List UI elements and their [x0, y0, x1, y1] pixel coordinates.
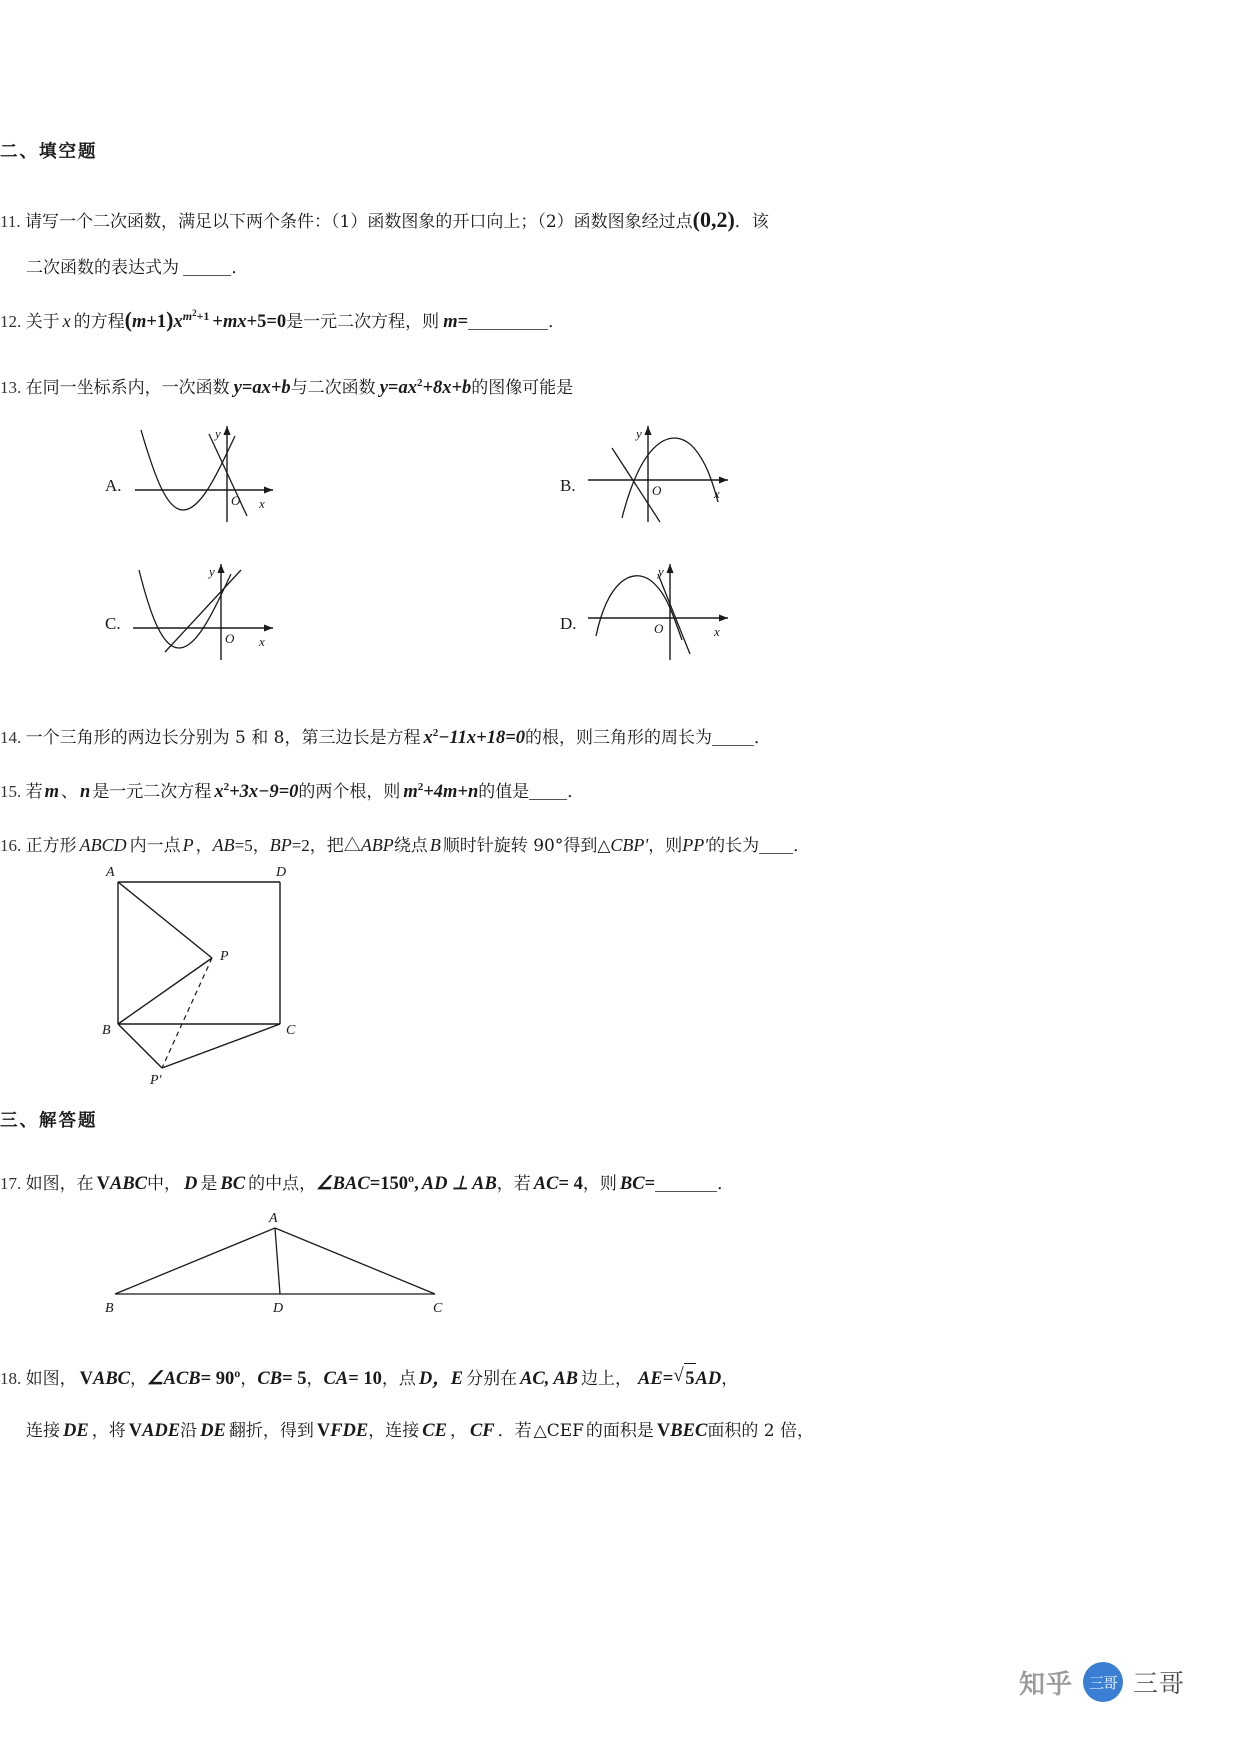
- question-16-tri1: ABP: [360, 835, 394, 855]
- question-18-ae-eq: =: [662, 1369, 674, 1389]
- question-13-fn2-pow: 2: [416, 377, 423, 390]
- question-18-line2: [0, 1415, 900, 1446]
- option-b-figure: [560, 418, 750, 530]
- question-17-answer-blank[interactable]: [655, 1191, 717, 1192]
- q16-label-Pprime: P': [150, 1073, 162, 1088]
- question-18-ac-ab: AC, AB: [520, 1369, 579, 1389]
- option-a-origin-label: O: [231, 493, 241, 508]
- question-16-number: 16.: [0, 836, 22, 855]
- question-18-l2-a: 连接: [26, 1421, 60, 1441]
- question-12-rparen: ): [166, 307, 174, 332]
- question-12-number: 12.: [0, 312, 22, 331]
- q16-label-B: B: [102, 1023, 111, 1038]
- question-18-ca: CA: [323, 1369, 349, 1389]
- question-12-eq: =: [457, 312, 469, 332]
- question-15-var-n: n: [80, 782, 91, 802]
- question-18-text-d: ，: [306, 1369, 324, 1389]
- question-17-text-b: 中，: [147, 1174, 182, 1194]
- question-14-answer-blank[interactable]: [712, 745, 754, 746]
- question-16-tri2: CBP': [610, 835, 649, 855]
- question-16-text-g: 的长为: [708, 836, 760, 856]
- option-b-y-label: y: [636, 426, 642, 441]
- question-13-fn1-eq: =: [241, 378, 253, 398]
- option-d-figure: [560, 556, 750, 668]
- option-c-label: C.: [105, 614, 121, 633]
- q17-label-A: A: [269, 1211, 278, 1226]
- question-18-de: DE: [63, 1421, 89, 1441]
- question-15-eq-rest: +3x−9=0: [229, 782, 299, 802]
- question-17-eq: =: [644, 1174, 656, 1194]
- question-15-answer-blank[interactable]: [529, 799, 567, 800]
- question-18-ad: AD: [695, 1369, 722, 1389]
- question-14-eq-x: x: [423, 728, 433, 748]
- question-12-expr-plus1: +1: [146, 312, 167, 332]
- question-15-text-d: 的值是: [478, 782, 530, 802]
- question-16-text-f: ，则: [648, 836, 683, 856]
- question-12-exp-pow: 2: [192, 307, 197, 318]
- question-11-text-c: 二次函数的表达式为: [26, 258, 179, 278]
- question-18-text-f: 分别在: [466, 1369, 518, 1389]
- watermark: [1019, 1662, 1185, 1702]
- question-18-text-g: 边上，: [581, 1369, 633, 1389]
- question-18-sqrt: [673, 1362, 695, 1394]
- question-18-text-e: ，点: [381, 1369, 416, 1389]
- question-14-text-a: 一个三角形的两边长分别为 5 和 8，第三边长是方程: [25, 728, 421, 748]
- question-15: [0, 776, 900, 807]
- question-17-text-e: ，若: [496, 1174, 531, 1194]
- question-13-fn1-ax: ax: [252, 378, 271, 398]
- option-c-x-label: x: [259, 634, 265, 649]
- question-18-v4: V: [656, 1421, 671, 1441]
- question-13-text-b: 与二次函数: [290, 378, 376, 398]
- question-18-ade: ADE: [142, 1421, 181, 1441]
- question-17-text-d: 的中点，: [248, 1174, 317, 1194]
- option-a-y-label: y: [215, 426, 221, 441]
- question-18-l2-h: 的面积是: [585, 1421, 654, 1441]
- question-13: [0, 372, 900, 403]
- question-14: [0, 722, 900, 753]
- q17-label-C: C: [433, 1301, 443, 1316]
- question-18-l2-d: 翻折，得到: [228, 1421, 314, 1441]
- option-d-y-label: y: [658, 564, 664, 579]
- question-16-ab-val: =5，: [234, 836, 270, 855]
- question-18-de2: DE: [200, 1421, 226, 1441]
- question-13-fn1-y: y: [233, 378, 242, 398]
- question-15-number: 15.: [0, 782, 22, 801]
- question-14-eq-rest: −11x+18=0: [438, 728, 525, 748]
- question-14-text-c: ．: [754, 728, 771, 748]
- question-18-l2-i: 面积的 2 倍，: [707, 1421, 814, 1441]
- question-17: [0, 1168, 900, 1199]
- q16-label-D: D: [276, 865, 287, 880]
- question-17-angle-val: =150º,: [369, 1174, 419, 1194]
- question-12-var-x: x: [62, 311, 71, 331]
- question-11-point: (0,2): [692, 207, 735, 232]
- zhihu-logo: 知乎: [1018, 1669, 1073, 1700]
- question-18-cb: CB: [257, 1369, 283, 1389]
- question-18-text-c: ，: [240, 1369, 258, 1389]
- q17-label-B: B: [105, 1301, 114, 1316]
- question-11: [0, 205, 900, 237]
- question-13-fn1-b: +b: [270, 378, 291, 398]
- question-18-text-h: ，: [721, 1369, 739, 1389]
- question-16-text-b: 内一点: [129, 836, 181, 856]
- option-c-figure: [105, 556, 295, 668]
- question-17-figure: [105, 1210, 475, 1320]
- question-16-text-a: 正方形: [25, 836, 77, 856]
- question-17-d: D: [184, 1174, 198, 1194]
- question-14-number: 14.: [0, 728, 22, 747]
- question-15-var-m: m: [44, 782, 60, 802]
- question-18-l2-e: ，连接: [368, 1421, 420, 1441]
- question-18-tri-sym: V: [79, 1369, 93, 1389]
- question-18-v3: V: [316, 1421, 331, 1441]
- question-15-val-m: m: [403, 782, 418, 802]
- question-17-tri: ABC: [110, 1174, 148, 1194]
- question-17-bc: BC: [220, 1174, 246, 1194]
- question-16-point-p: P: [182, 835, 194, 855]
- question-16-pp: PP': [682, 835, 709, 855]
- question-18-angle-val: = 90º: [200, 1369, 241, 1389]
- question-12-exp-m: m: [182, 309, 193, 324]
- option-b-origin-label: O: [652, 483, 662, 498]
- question-12-answer-blank[interactable]: [468, 329, 548, 330]
- option-d-label: D.: [560, 614, 577, 633]
- option-c-y-label: y: [209, 564, 215, 579]
- question-17-number: 17.: [0, 1174, 22, 1193]
- question-15-text-a: 若: [25, 782, 43, 802]
- question-11-text-b: ．该: [734, 212, 769, 232]
- question-13-text-c: 的图像可能是: [471, 378, 574, 398]
- question-15-val-pow: 2: [417, 781, 424, 794]
- avatar: 三哥: [1083, 1662, 1123, 1702]
- question-17-ad-ab: AD ⊥ AB: [421, 1174, 497, 1194]
- question-18-l2-f: ，: [449, 1421, 467, 1441]
- section-heading-fill-blank: 二、填空题: [0, 142, 98, 162]
- q16-label-C: C: [286, 1023, 296, 1038]
- question-18-tri: ABC: [93, 1369, 131, 1389]
- question-11-answer-blank[interactable]: [183, 275, 231, 276]
- question-12-expr-tail: +5=0: [246, 312, 287, 332]
- question-16-square: ABCD: [79, 835, 127, 855]
- question-18-text-a: 如图，: [25, 1369, 77, 1389]
- question-16-figure: [100, 862, 330, 1092]
- question-16-text-e: 顺时针旋转 90°得到△: [442, 836, 611, 856]
- question-15-text-e: ．: [567, 782, 585, 802]
- question-15-sep: 、: [61, 782, 79, 802]
- question-18-l2-c: 沿: [180, 1421, 198, 1441]
- question-17-text-f: ，则: [582, 1174, 617, 1194]
- watermark-username: 三哥: [1132, 1669, 1185, 1698]
- option-d-x-label: x: [714, 624, 720, 639]
- question-12-text-b: 的方程: [73, 312, 125, 332]
- question-17-tri-sym: V: [96, 1174, 110, 1194]
- question-18-fde: FDE: [330, 1421, 369, 1441]
- question-11-text-a: 请写一个二次函数，满足以下两个条件：（1）函数图象的开口向上；（2）函数图象经过点: [25, 212, 693, 232]
- option-b-label: B.: [560, 476, 576, 495]
- question-18-text-b: ，: [130, 1369, 148, 1389]
- question-13-fn2-y: y: [379, 378, 388, 398]
- question-18-number: 18.: [0, 1369, 22, 1388]
- question-17-text-a: 如图，在: [25, 1174, 94, 1194]
- q16-label-P: P: [220, 949, 229, 964]
- question-16-bp-val: =2，把△: [291, 836, 361, 855]
- question-17-text-g: ．: [717, 1174, 735, 1194]
- question-17-angle: ∠BAC: [316, 1174, 370, 1194]
- question-12: 12. 关于 x 的方程$(m+1)x^{m^2+1} +mx+5=0$是一元二次方程，则 m= ．: [0, 307, 566, 332]
- question-15-text-c: 的两个根，则: [298, 782, 401, 802]
- question-16-answer-blank[interactable]: [759, 853, 793, 854]
- question-18: [0, 1362, 900, 1394]
- question-12-exp-plus1: +1: [196, 309, 210, 324]
- question-16-point-b: B: [429, 835, 441, 855]
- question-12-expr-m: m: [131, 312, 147, 332]
- question-13-number: 13.: [0, 378, 22, 397]
- question-12-text-c: 是一元二次方程，则: [286, 312, 440, 332]
- option-a-label: A.: [105, 476, 122, 495]
- question-18-ae: AE: [638, 1369, 663, 1389]
- question-16-text-h: ．: [793, 836, 811, 856]
- question-18-bec: BEC: [670, 1421, 708, 1441]
- question-13-fn2-ax: ax: [398, 378, 417, 398]
- option-b-x-label: x: [714, 486, 720, 501]
- question-18-cf: CF: [469, 1421, 495, 1441]
- question-16-text-c: ，: [195, 836, 213, 856]
- question-11-text-d: ．: [231, 258, 249, 278]
- question-17-ac-val: = 4: [558, 1174, 583, 1194]
- question-15-val-rest: +4m+n: [423, 782, 479, 802]
- question-11-line2: [0, 252, 900, 283]
- option-c-origin-label: O: [225, 631, 235, 646]
- question-14-text-b: 的根，则三角形的周长为: [525, 728, 712, 748]
- question-16-bp: BP: [269, 835, 292, 855]
- question-18-tri-cef: △CEF: [533, 1421, 584, 1441]
- q16-label-A: A: [106, 865, 115, 880]
- question-12-var-m: m: [443, 312, 458, 332]
- question-12-lparen: (: [124, 307, 132, 332]
- question-15-eq-x: x: [214, 782, 224, 802]
- question-13-fn2-rest: +8x+b: [422, 378, 472, 398]
- option-a-x-label: x: [259, 496, 265, 511]
- question-13-fn2-eq: =: [387, 378, 399, 398]
- question-12-expr-mx: mx: [222, 312, 247, 332]
- question-18-l2-b: ，将: [91, 1421, 126, 1441]
- question-17-ac: AC: [533, 1174, 559, 1194]
- question-15-eq-pow: 2: [223, 781, 230, 794]
- question-13-text-a: 在同一坐标系内，一次函数: [25, 378, 230, 398]
- q17-label-D: D: [273, 1301, 284, 1316]
- question-12-expr-plus: +: [212, 312, 223, 332]
- question-18-de-points: D，E: [418, 1369, 464, 1389]
- question-18-ce: CE: [422, 1421, 447, 1441]
- question-17-bc2: BC: [619, 1174, 645, 1194]
- question-18-angle: ∠ACB: [147, 1369, 201, 1389]
- question-16: [0, 830, 900, 861]
- question-18-cb-val: = 5: [282, 1369, 307, 1389]
- question-12-expr-x: x: [173, 312, 183, 332]
- question-18-sqrt-value: 5: [684, 1363, 695, 1394]
- question-18-ca-val: = 10: [348, 1369, 382, 1389]
- question-16-ab: AB: [212, 835, 235, 855]
- question-18-v2: V: [128, 1421, 143, 1441]
- option-d-origin-label: O: [654, 621, 664, 636]
- question-15-text-b: 是一元二次方程: [92, 782, 212, 802]
- option-a-figure: [105, 418, 295, 530]
- question-16-text-d: 绕点: [393, 836, 428, 856]
- question-17-text-c: 是: [200, 1174, 218, 1194]
- question-12-text-a: 关于: [25, 312, 60, 332]
- section-heading-answer: 三、解答题: [0, 1111, 98, 1131]
- question-18-l2-g: ．若: [497, 1421, 532, 1441]
- question-14-eq-pow: 2: [432, 727, 439, 740]
- question-11-number: 11.: [0, 212, 21, 231]
